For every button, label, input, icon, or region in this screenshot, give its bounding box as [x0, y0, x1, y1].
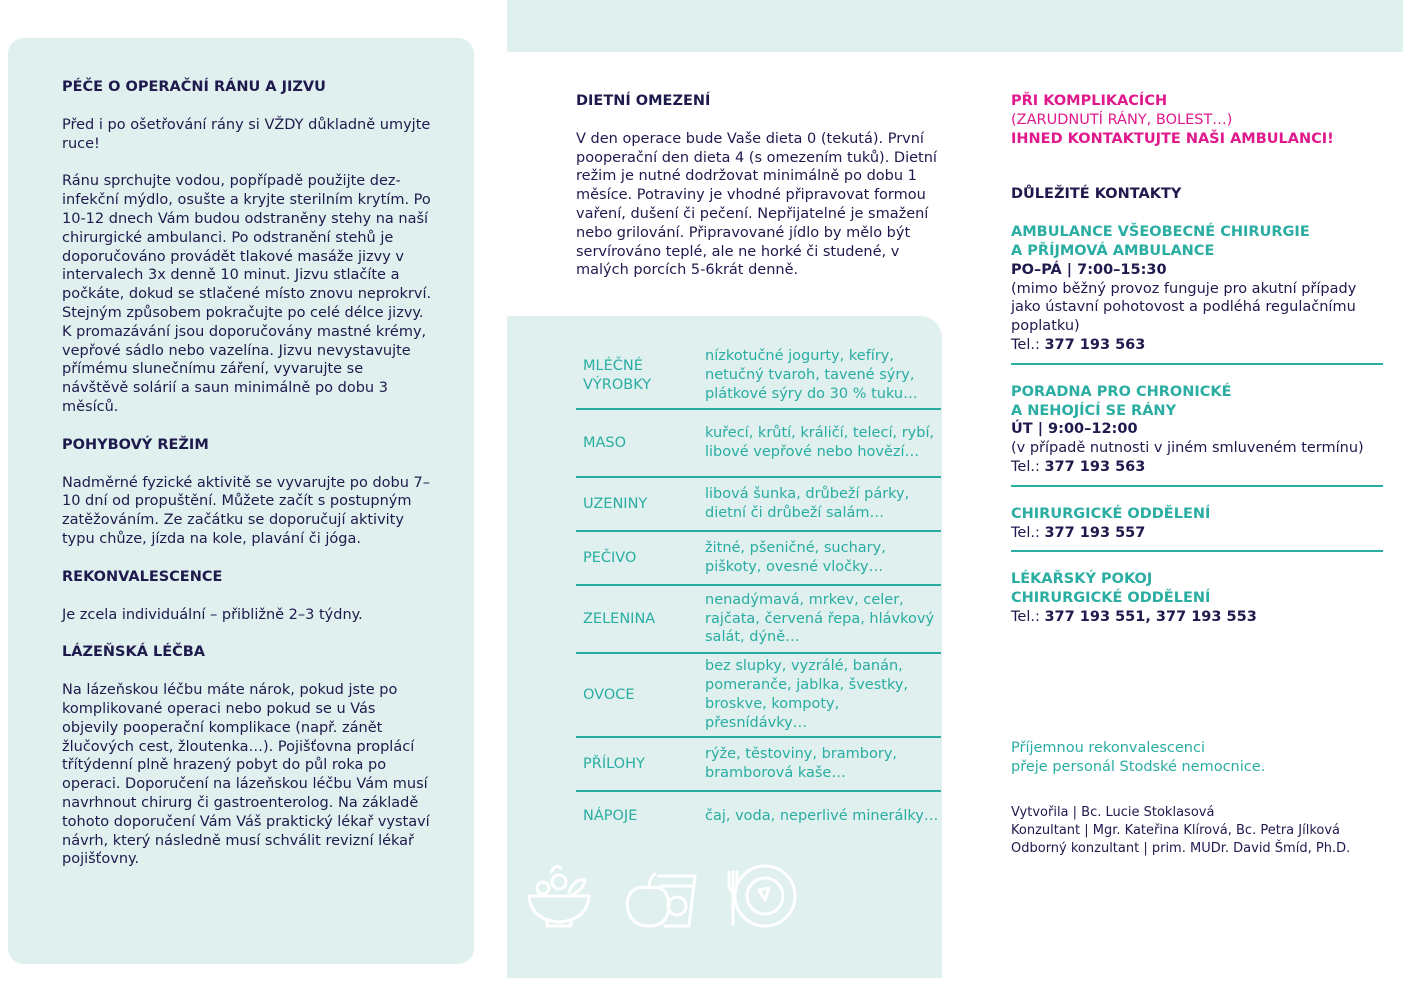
table-row — [576, 653, 941, 737]
table-row — [576, 791, 941, 841]
tel-number: 377 193 563 — [1044, 458, 1146, 475]
table-row — [576, 737, 941, 791]
food-category: PEČIVO — [583, 549, 637, 566]
tel-number: 377 193 551, 377 193 553 — [1044, 608, 1257, 625]
plate-icon — [729, 866, 795, 926]
contact-name: CHIRURGICKÉ ODDĚLENÍ — [1011, 505, 1211, 522]
credit-line: Konzultant | Mgr. Kateřina Klírová, Bc. Petra Jílková — [1011, 823, 1340, 839]
contact-doctors-room — [1011, 570, 1383, 626]
table-row — [576, 585, 941, 653]
food-category: UZENINY — [583, 495, 648, 512]
text-activity: Nadměrné fyzické aktivitě se vyvarujte po dobu 7–10 dní od propuštění. Můžete začít s postupným zatěžováním. Ze začátku se doporučují aktivity typu chůze, jízda na kole, plavání či jóga. — [62, 474, 431, 547]
right-column — [1011, 92, 1383, 858]
contact-tel — [1011, 524, 1383, 543]
credit-line: Odborný konzultant | prim. MUDr. David Šmíd, Ph.D. — [1011, 841, 1351, 857]
heading-diet: DIETNÍ OMEZENÍ — [576, 93, 711, 109]
food-category: OVOCE — [583, 686, 635, 703]
food-category: MASO — [583, 434, 627, 451]
tel-number: 377 193 557 — [1044, 524, 1146, 541]
text-diet: V den operace bude Vaše dieta 0 (tekutá). První pooperační den dieta 4 (s omezením tuků). Dietní režim je nutné dodržovat minimálně po dobu 1 měsíce. Potraviny je vhodné připravovat formou vaření, dušení či pečení. Nepřijatelné je smažení nebo grilování. Připravované jídlo by mělo být servírováno teplé, ale ne horké či studené, v malých porcích 5-6krát denně. — [576, 130, 937, 279]
contact-hours: ÚT | 9:00–12:00 — [1011, 421, 1138, 438]
left-column — [62, 78, 432, 888]
divider — [1011, 550, 1383, 552]
food-category: NÁPOJE — [583, 808, 638, 825]
food-category: ZELENINA — [583, 610, 656, 627]
fruit-juice-icon — [627, 874, 695, 926]
contact-name: A NEHOJÍCÍ SE RÁNY — [1011, 402, 1177, 419]
food-description: čaj, voda, neperlivé minerálky… — [705, 808, 939, 825]
table-row — [576, 343, 941, 409]
contact-note: (mimo běžný provoz funguje pro akutní případy jako ústavní pohotovost a podléhá regulačnímu poplatku) — [1011, 280, 1357, 335]
heading-activity: POHYBOVÝ REŽIM — [62, 436, 209, 453]
text-convalescence: Je zcela individuální – přibližně 2–3 týdny. — [62, 606, 363, 623]
tel-label: Tel.: — [1011, 458, 1045, 475]
heading-wound-care: PÉČE O OPERAČNÍ RÁNU A JIZVU — [62, 79, 326, 95]
alert-action: IHNED KONTAKTUJTE NAŠI AMBULANCI! — [1011, 130, 1334, 147]
alert-title: PŘI KOMPLIKACÍCH — [1011, 93, 1168, 109]
top-band — [507, 0, 1403, 52]
contact-tel — [1011, 458, 1383, 477]
contact-name: AMBULANCE VŠEOBECNÉ CHIRURGIE — [1011, 224, 1310, 241]
food-description: nízkotučné jogurty, kefíry, netučný tvaroh, tavené sýry, plátkové sýry do 30 % tuku… — [705, 348, 918, 402]
contact-name: CHIRURGICKÉ ODDĚLENÍ — [1011, 590, 1211, 607]
contact-tel — [1011, 336, 1383, 355]
contact-tel — [1011, 608, 1383, 627]
text-wound-care: Ránu sprchujte vodou, popřípadě použijte dezinfekční mýdlo, osušte a kryjte sterilním krytím. Po 10-12 dnech Vám budou odstraněny stehy na naší chirurgické ambulanci. Po odstranění stehů je doporučováno provádět tlakové masáže jizvy v intervalech 3x denně 10 minut. Jizvu stlačíte a počkáte, dokud se stlačené místo znovu neprokrví. Stejným způsobem pokračujte po celé délce jizvy. K promazávání jsou doporučovány mastné krémy, vepřové sádlo nebo vazelína. Jizvu nevystavujte přímému slunečnímu záření, vyvarujte se návštěvě solárií a saun minimálně po dobu 3 měsíců. — [62, 173, 432, 415]
contact-surgery-dept — [1011, 505, 1383, 543]
food-table — [576, 343, 941, 841]
alert-subtitle: (ZARUDNUTÍ RÁNY, BOLEST…) — [1011, 111, 1233, 128]
contact-ambulance — [1011, 223, 1383, 355]
food-description: bez slupky, vyzrálé, banán, pomeranče, jablka, švestky, broskve, kompoty, přesnídávky… — [705, 658, 909, 731]
wish-line: Příjemnou rekonvalescenci — [1011, 739, 1205, 756]
text-spa: Na lázeňskou léčbu máte nárok, pokud jste po komplikované operaci nebo pokud se u Vás objevily pooperační komplikace (např. zánět žlučových cest, žloutenka…). Pojišťovna proplácí třítýdenní plně hrazený pobyt do půl roka po operaci. Doporučení na lázeňskou léčbu Vám musí navrhnout chirurg či gastroenterolog. Na základě tohoto doporučení Vám Váš praktický lékař vystaví návrh, který následně musí schválit revizní lékař pojišťovny. — [62, 682, 430, 868]
contact-name: LÉKAŘSKÝ POKOJ — [1011, 571, 1153, 588]
wish-line: přeje personál Stodské nemocnice. — [1011, 758, 1266, 775]
food-category: PŘÍLOHY — [583, 755, 645, 772]
food-description: libová šunka, drůbeží párky, dietní či drůbeží salám… — [705, 486, 910, 521]
credits — [1011, 804, 1383, 858]
tel-number: 377 193 563 — [1044, 336, 1146, 353]
heading-spa: LÁZEŇSKÁ LÉČBA — [62, 644, 206, 661]
contact-note: (v případě nutnosti v jiném smluveném termínu) — [1011, 440, 1364, 457]
contact-wound-clinic — [1011, 383, 1383, 477]
contact-name: A PŘÍJMOVÁ AMBULANCE — [1011, 242, 1215, 259]
credit-line: Vytvořila | Bc. Lucie Stoklasová — [1011, 805, 1215, 821]
salad-bowl-icon — [529, 867, 589, 926]
food-description: nenadýmavá, mrkev, celer, rajčata, červená řepa, hlávkový salát, dýně… — [705, 591, 935, 646]
table-row — [576, 477, 941, 531]
tel-label: Tel.: — [1011, 608, 1045, 625]
divider — [1011, 363, 1383, 365]
tel-label: Tel.: — [1011, 336, 1045, 353]
closing-wish — [1011, 739, 1383, 777]
mid-column — [576, 92, 946, 299]
table-row — [576, 531, 941, 585]
text-wash-hands: Před i po ošetřování rány si VŽDY důkladně umyjte ruce! — [62, 116, 431, 152]
contact-hours: PO–PÁ | 7:00–15:30 — [1011, 261, 1167, 278]
contact-name: PORADNA PRO CHRONICKÉ — [1011, 383, 1232, 400]
food-icons — [525, 862, 805, 930]
food-category: MLÉČNÉ VÝROBKY — [583, 357, 652, 393]
food-description: rýže, těstoviny, brambory, bramborová kaše… — [705, 746, 898, 781]
tel-label: Tel.: — [1011, 524, 1045, 541]
heading-contacts: DŮLEŽITÉ KONTAKTY — [1011, 186, 1182, 203]
heading-convalescence: REKONVALESCENCE — [62, 568, 223, 585]
food-description: kuřecí, krůtí, králičí, telecí, rybí, libové vepřové nebo hovězí… — [705, 425, 935, 460]
food-description: žitné, pšeničné, suchary, piškoty, ovesné vločky… — [705, 540, 886, 575]
divider — [1011, 485, 1383, 487]
table-row — [576, 409, 941, 477]
